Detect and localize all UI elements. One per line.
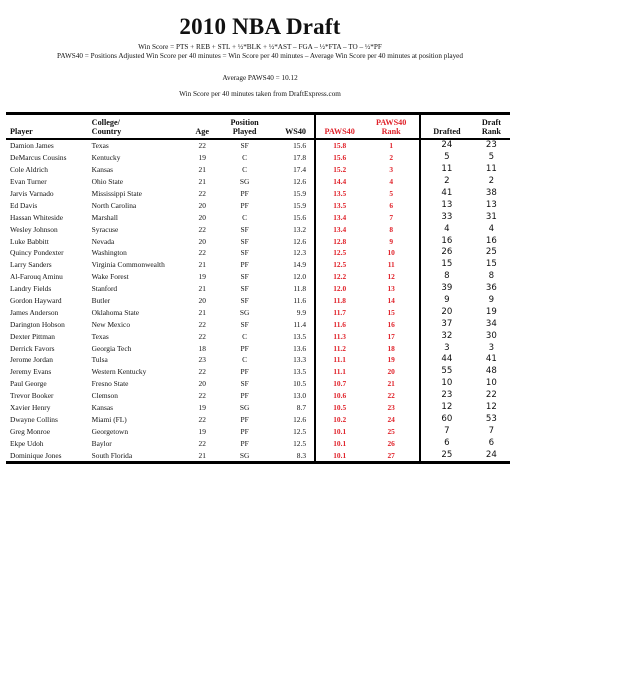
cell-player-name: Jerome Jordan [10, 355, 53, 365]
cell-paws40: 13.5 [315, 199, 363, 211]
cell-paws40-rank: 1 [389, 141, 394, 151]
cell-paws40-rank: 25 [387, 426, 395, 436]
cell-college-country: Kansas [91, 165, 114, 175]
cell-draft-rank: 11 [485, 164, 497, 175]
cell-drafted-pick: 12 [420, 402, 473, 414]
cell-player-name: Ekpe Udoh [10, 438, 44, 448]
cell-age: 21 [198, 177, 206, 187]
cell-age: 20 [198, 200, 206, 210]
cell-drafted-pick: 10 [420, 378, 473, 390]
cell-player-name: Larry Sanders [10, 260, 52, 270]
cell-ws40: 12.6 [293, 414, 307, 424]
cell-position: C [242, 355, 248, 365]
cell-position: C [242, 331, 248, 341]
cell-paws40: 15.6 [315, 152, 363, 164]
cell-paws40: 10.2 [315, 413, 363, 425]
cell-paws40-rank: 6 [389, 200, 394, 210]
cell-paws40-rank: 24 [387, 414, 395, 424]
table-row [6, 318, 510, 330]
cell-drafted-pick: 8 [420, 271, 473, 283]
table-row [6, 378, 510, 390]
cell-paws40: 10.5 [315, 402, 363, 414]
cell-paws40: 10.6 [315, 390, 363, 402]
cell-age: 22 [198, 248, 206, 258]
cell-drafted-pick: 11 [420, 164, 473, 176]
cell-paws40: 12.0 [315, 283, 363, 295]
cell-position: SF [240, 296, 249, 306]
cell-draft-rank: 7 [488, 425, 495, 436]
cell-paws40-rank: 4 [389, 177, 394, 187]
cell-age: 22 [198, 189, 206, 198]
cell-draft-rank: 23 [485, 140, 497, 151]
table-row [6, 235, 510, 247]
table-row [6, 342, 510, 354]
cell-draft-rank: 53 [485, 413, 497, 424]
cell-age: 22 [198, 367, 206, 377]
cell-ws40: 11.6 [293, 296, 307, 306]
cell-paws40: 11.8 [315, 295, 363, 307]
cell-position: C [242, 153, 248, 163]
cell-paws40: 11.1 [315, 366, 363, 378]
cell-player-name: Al-Farouq Aminu [10, 272, 63, 282]
cell-position: SG [239, 177, 250, 187]
cell-draft-rank: 34 [485, 318, 497, 329]
cell-drafted-pick: 23 [420, 390, 473, 402]
cell-paws40: 10.7 [315, 378, 363, 390]
cell-paws40-rank: 21 [387, 379, 395, 389]
cell-draft-rank: 30 [485, 330, 497, 341]
cell-paws40: 11.7 [315, 306, 363, 318]
cell-draft-rank: 3 [488, 342, 495, 353]
cell-age: 19 [198, 403, 206, 413]
header-position [215, 114, 274, 140]
cell-paws40: 12.2 [315, 271, 363, 283]
cell-age: 22 [198, 141, 206, 151]
cell-age: 20 [198, 379, 206, 389]
header-position-line2: Played [232, 127, 257, 136]
cell-position: SG [239, 307, 250, 317]
cell-age: 22 [198, 414, 206, 424]
cell-ws40: 13.6 [293, 343, 307, 353]
cell-player-name: Xavier Henry [10, 403, 51, 413]
cell-paws40: 13.5 [315, 188, 363, 200]
cell-drafted-pick: 24 [420, 139, 473, 152]
cell-ws40: 17.4 [293, 165, 307, 175]
cell-draft-rank: 2 [488, 176, 495, 187]
cell-age: 19 [198, 272, 206, 282]
cell-position: PF [240, 414, 249, 424]
table-row [6, 152, 510, 164]
table-row [6, 176, 510, 188]
header-drafted-label: Drafted [433, 127, 461, 136]
cell-ws40: 13.3 [293, 355, 307, 365]
cell-drafted-pick: 16 [420, 235, 473, 247]
header-paws40-rank [363, 114, 420, 140]
cell-college-country: Western Kentucky [91, 367, 147, 377]
cell-paws40-rank: 10 [387, 248, 395, 258]
cell-player-name: Dwayne Collins [10, 414, 58, 424]
cell-drafted-pick: 25 [420, 449, 473, 462]
cell-paws40-rank: 8 [389, 224, 394, 234]
header-position-line1: Position [230, 118, 259, 127]
header-paws-rank-line1: PAWS40 [376, 118, 407, 127]
header-draft-rank [473, 114, 510, 140]
cell-paws40-rank: 9 [389, 236, 394, 246]
cell-position: SG [239, 403, 250, 413]
cell-ws40: 10.5 [293, 379, 307, 389]
cell-college-country: Georgetown [91, 426, 129, 436]
cell-drafted-pick: 15 [420, 259, 473, 271]
table-row [6, 437, 510, 449]
cell-player-name: Luke Babbitt [10, 236, 49, 246]
cell-draft-rank: 31 [485, 211, 497, 222]
table-row [6, 390, 510, 402]
cell-college-country: Wake Forest [91, 272, 129, 282]
cell-college-country: Texas [91, 141, 109, 151]
cell-paws40: 11.1 [315, 354, 363, 366]
cell-player-name: Gordon Hayward [10, 296, 62, 306]
cell-draft-rank: 15 [485, 259, 497, 270]
cell-ws40: 12.0 [293, 272, 307, 282]
header-ws40 [274, 114, 315, 140]
cell-college-country: Marshall [91, 212, 118, 222]
table-row [6, 354, 510, 366]
cell-position: PF [240, 343, 249, 353]
cell-paws40-rank: 19 [387, 355, 395, 365]
cell-position: C [242, 165, 248, 175]
table-row [6, 271, 510, 283]
cell-age: 22 [198, 438, 206, 448]
cell-college-country: Texas [91, 331, 109, 341]
cell-drafted-pick: 39 [420, 283, 473, 295]
cell-paws40-rank: 17 [387, 331, 395, 341]
source-note: Win Score per 40 minutes taken from DraftExpress.com [179, 90, 341, 98]
cell-age: 22 [198, 391, 206, 401]
cell-draft-rank: 9 [488, 295, 495, 306]
cell-age: 19 [198, 153, 206, 163]
cell-draft-rank: 41 [485, 354, 497, 365]
cell-ws40: 13.0 [293, 391, 307, 401]
cell-draft-rank: 6 [488, 437, 495, 448]
cell-paws40-rank: 7 [389, 212, 394, 222]
table-row [6, 413, 510, 425]
cell-ws40: 12.6 [293, 177, 307, 187]
cell-draft-rank: 4 [488, 223, 495, 234]
cell-ws40: 12.5 [293, 426, 307, 436]
cell-drafted-pick: 2 [420, 176, 473, 188]
cell-age: 22 [198, 224, 206, 234]
cell-paws40: 12.5 [315, 259, 363, 271]
cell-college-country: Fresno State [91, 379, 129, 389]
cell-ws40: 8.7 [296, 403, 307, 413]
cell-drafted-pick: 4 [420, 223, 473, 235]
cell-paws40: 12.8 [315, 235, 363, 247]
header-paws-rank-line2: Rank [381, 127, 401, 136]
cell-position: C [242, 212, 248, 222]
cell-college-country: New Mexico [91, 319, 131, 329]
cell-college-country: Syracuse [91, 224, 119, 234]
cell-ws40: 11.8 [293, 284, 307, 294]
cell-drafted-pick: 7 [420, 425, 473, 437]
cell-age: 23 [198, 355, 206, 365]
cell-player-name: Landry Fields [10, 284, 52, 294]
cell-paws40-rank: 20 [387, 367, 395, 377]
header-age-label: Age [195, 127, 210, 136]
cell-player-name: Dexter Pittman [10, 331, 55, 341]
cell-college-country: Stanford [91, 284, 118, 294]
cell-draft-rank: 25 [485, 247, 497, 258]
cell-ws40: 12.6 [293, 236, 307, 246]
cell-player-name: Jeremy Evans [10, 367, 52, 377]
cell-ws40: 11.4 [293, 319, 307, 329]
cell-draft-rank: 13 [485, 199, 497, 210]
cell-college-country: Clemson [91, 391, 118, 401]
cell-player-name: DeMarcus Cousins [10, 153, 67, 163]
cell-paws40-rank: 11 [387, 260, 395, 270]
cell-ws40: 17.8 [293, 153, 307, 163]
cell-position: SF [240, 379, 249, 389]
cell-ws40: 15.6 [293, 141, 307, 151]
table-row [6, 139, 510, 152]
cell-draft-rank: 10 [485, 378, 497, 389]
cell-paws40-rank: 14 [387, 296, 395, 306]
cell-age: 20 [198, 296, 206, 306]
cell-age: 18 [198, 343, 206, 353]
header-draft-rank-line1: Draft [481, 118, 501, 127]
cell-paws40-rank: 3 [389, 165, 394, 175]
cell-player-name: Derrick Favors [10, 343, 55, 353]
table-row [6, 330, 510, 342]
cell-drafted-pick: 37 [420, 318, 473, 330]
cell-position: SF [240, 236, 249, 246]
header-player-label: Player [10, 127, 33, 136]
cell-paws40: 10.1 [315, 437, 363, 449]
win-score-formula: Win Score = PTS + REB + STL + ½*BLK + ½*AST – FGA – ½*FTA – TO – ½*PF [138, 43, 382, 51]
cell-draft-rank: 19 [485, 306, 497, 317]
header-college-line1: College/ [91, 118, 120, 127]
cell-college-country: Butler [91, 296, 111, 306]
cell-age: 20 [198, 236, 206, 246]
cell-age: 21 [198, 284, 206, 294]
cell-college-country: Virginia Commonwealth [91, 260, 165, 270]
table-row [6, 425, 510, 437]
page-title: 2010 NBA Draft [179, 14, 341, 39]
cell-drafted-pick: 44 [420, 354, 473, 366]
header-drafted [420, 114, 473, 140]
cell-ws40: 12.5 [293, 438, 307, 448]
cell-position: PF [240, 189, 249, 198]
cell-player-name: Cole Aldrich [10, 165, 48, 175]
cell-player-name: Evan Turner [10, 177, 47, 187]
cell-paws40-rank: 18 [387, 343, 395, 353]
cell-player-name: Ed Davis [10, 200, 38, 210]
cell-drafted-pick: 33 [420, 211, 473, 223]
cell-draft-rank: 16 [485, 235, 497, 246]
table-row [6, 295, 510, 307]
header-college-line2: Country [91, 127, 122, 136]
table-row [6, 449, 510, 462]
cell-ws40: 12.3 [293, 248, 307, 258]
cell-position: SF [240, 224, 249, 234]
cell-drafted-pick: 26 [420, 247, 473, 259]
cell-paws40: 13.4 [315, 223, 363, 235]
cell-ws40: 13.5 [293, 331, 307, 341]
cell-draft-rank: 36 [485, 283, 497, 294]
table-row [6, 283, 510, 295]
cell-paws40: 14.4 [315, 176, 363, 188]
table-header-row [6, 114, 510, 140]
cell-college-country: Mississippi State [91, 189, 142, 198]
cell-position: PF [240, 367, 249, 377]
cell-paws40-rank: 22 [387, 391, 395, 401]
table-row [6, 366, 510, 378]
table-row [6, 164, 510, 176]
cell-college-country: Georgia Tech [91, 343, 132, 353]
header-college [90, 114, 189, 140]
cell-ws40: 8.3 [296, 450, 307, 460]
cell-paws40-rank: 26 [387, 438, 395, 448]
header-draft-rank-line2: Rank [481, 127, 501, 136]
cell-draft-rank: 22 [485, 390, 497, 401]
cell-ws40: 13.2 [293, 224, 307, 234]
cell-college-country: Kansas [91, 403, 114, 413]
cell-paws40: 15.8 [315, 139, 363, 152]
cell-player-name: Damion James [10, 141, 54, 151]
cell-paws40-rank: 15 [387, 307, 395, 317]
cell-paws40-rank: 2 [389, 153, 394, 163]
cell-paws40-rank: 5 [389, 189, 394, 198]
cell-player-name: Darington Hobson [10, 319, 65, 329]
cell-age: 21 [198, 165, 206, 175]
cell-college-country: Nevada [91, 236, 115, 246]
table-row [6, 223, 510, 235]
cell-paws40-rank: 12 [387, 272, 395, 282]
paws40-definition: PAWS40 = Positions Adjusted Win Score per 40 minutes = Win Score per 40 minutes – Average Win Score per 40 minutes at position played [57, 52, 463, 60]
cell-player-name: Hassan Whiteside [10, 212, 64, 222]
cell-drafted-pick: 20 [420, 306, 473, 318]
cell-age: 21 [198, 260, 206, 270]
cell-position: SF [240, 141, 249, 151]
cell-paws40: 10.1 [315, 449, 363, 462]
table-row [6, 211, 510, 223]
cell-college-country: North Carolina [91, 200, 137, 210]
cell-ws40: 15.6 [293, 212, 307, 222]
cell-drafted-pick: 32 [420, 330, 473, 342]
cell-draft-rank: 5 [488, 152, 495, 163]
header-player [6, 114, 90, 140]
header-paws40 [315, 114, 363, 140]
cell-position: PF [240, 391, 249, 401]
table-row [6, 402, 510, 414]
cell-player-name: Wesley Johnson [10, 224, 58, 234]
header-age [189, 114, 215, 140]
cell-age: 19 [198, 426, 206, 436]
cell-paws40: 10.1 [315, 425, 363, 437]
header-ws40-label: WS40 [285, 127, 307, 136]
cell-draft-rank: 38 [485, 188, 497, 198]
cell-position: PF [240, 200, 249, 210]
cell-player-name: Jarvis Varnado [10, 189, 54, 198]
table-row [6, 188, 510, 200]
cell-paws40: 15.2 [315, 164, 363, 176]
cell-paws40: 11.3 [315, 330, 363, 342]
cell-age: 21 [198, 307, 206, 317]
table-row [6, 247, 510, 259]
cell-draft-rank: 24 [485, 449, 497, 460]
cell-college-country: Miami (FL) [91, 414, 127, 424]
table-row [6, 199, 510, 211]
cell-drafted-pick: 9 [420, 295, 473, 307]
cell-college-country: South Florida [91, 450, 133, 460]
cell-paws40: 12.5 [315, 247, 363, 259]
cell-ws40: 15.9 [293, 189, 307, 198]
cell-position: SF [240, 248, 249, 258]
cell-paws40-rank: 13 [387, 284, 395, 294]
cell-position: PF [240, 438, 249, 448]
cell-ws40: 15.9 [293, 200, 307, 210]
cell-paws40: 13.4 [315, 211, 363, 223]
cell-drafted-pick: 13 [420, 199, 473, 211]
cell-age: 21 [198, 450, 206, 460]
cell-college-country: Tulsa [91, 355, 108, 365]
cell-position: SF [240, 319, 249, 329]
cell-paws40-rank: 23 [387, 403, 395, 413]
cell-drafted-pick: 60 [420, 413, 473, 425]
cell-draft-rank: 8 [488, 271, 495, 282]
cell-position: SF [240, 284, 249, 294]
table-row [6, 306, 510, 318]
cell-paws40-rank: 16 [387, 319, 395, 329]
cell-age: 22 [198, 331, 206, 341]
cell-ws40: 14.9 [293, 260, 307, 270]
draft-table [6, 112, 510, 464]
cell-paws40: 11.2 [315, 342, 363, 354]
cell-age: 20 [198, 212, 206, 222]
cell-paws40-rank: 27 [387, 450, 395, 460]
cell-drafted-pick: 5 [420, 152, 473, 164]
cell-player-name: Quincy Pondexter [10, 248, 64, 258]
cell-college-country: Oklahoma State [91, 307, 140, 317]
average-paws40: Average PAWS40 = 10.12 [222, 74, 298, 82]
cell-college-country: Kentucky [91, 153, 121, 163]
cell-position: PF [240, 426, 249, 436]
cell-draft-rank: 48 [485, 366, 497, 377]
cell-drafted-pick: 41 [420, 188, 473, 200]
cell-position: SG [239, 450, 250, 460]
table-row [6, 259, 510, 271]
cell-college-country: Ohio State [91, 177, 124, 187]
cell-draft-rank: 12 [485, 402, 497, 413]
cell-drafted-pick: 6 [420, 437, 473, 449]
cell-college-country: Baylor [91, 438, 112, 448]
cell-player-name: James Anderson [10, 307, 59, 317]
cell-college-country: Washington [91, 248, 127, 258]
cell-position: SF [240, 272, 249, 282]
cell-drafted-pick: 3 [420, 342, 473, 354]
cell-position: PF [240, 260, 249, 270]
cell-player-name: Dominique Jones [10, 450, 62, 460]
cell-age: 22 [198, 319, 206, 329]
cell-paws40: 11.6 [315, 318, 363, 330]
cell-ws40: 13.5 [293, 367, 307, 377]
cell-player-name: Greg Monroe [10, 426, 51, 436]
cell-player-name: Trevor Booker [10, 391, 54, 401]
cell-player-name: Paul George [10, 379, 47, 389]
header-paws40-label: PAWS40 [324, 127, 355, 136]
cell-ws40: 9.9 [296, 307, 307, 317]
cell-drafted-pick: 55 [420, 366, 473, 378]
